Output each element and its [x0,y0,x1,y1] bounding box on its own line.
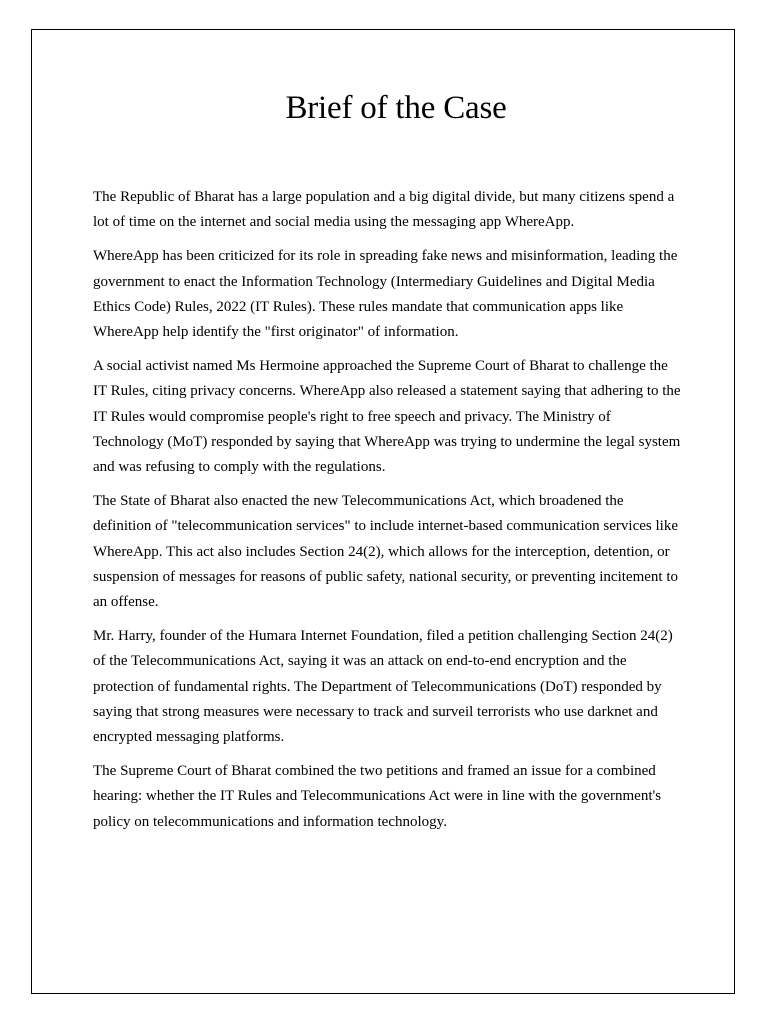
document-title: Brief of the Case [285,90,507,126]
paragraph-hermoine-petition: A social activist named Ms Hermoine approached the Supreme Court of Bharat to challenge the IT Rules, citing privacy concerns. WhereApp also released a statement saying that adhering to the IT Rules would compromise people's right to free speech and privacy. The Ministry of Technology (MoT) responded by saying that WhereApp was trying to undermine the legal system and was refusing to comply with the regulations. [93,358,681,476]
paragraph-telecom-act: The State of Bharat also enacted the new Telecommunications Act, which broadened the definition of "telecommunication services" to include internet-based communication services like WhereApp. This act also includes Section 24(2), which allows for the interception, detention, or suspension of messages for reasons of public safety, national security, or preventing incitement to an offense. [93,493,678,611]
paragraph-it-rules: WhereApp has been criticized for its role in spreading fake news and misinformation, leading the government to enact the Information Technology (Intermediary Guidelines and Digital Media Ethics Code) Rules, 2022 (IT Rules). These rules mandate that communication apps like WhereApp help identify the "first originator" of information. [93,248,678,341]
paragraph-harry-petition: Mr. Harry, founder of the Humara Internet Foundation, filed a petition challenging Section 24(2) of the Telecommunications Act, saying it was an attack on end-to-end encryption and the protection of fundamental rights. The Department of Telecommunications (DoT) responded by saying that strong measures were necessary to track and surveil terrorists who use darknet and encrypted messaging platforms. [93,628,673,746]
paragraph-background: The Republic of Bharat has a large population and a big digital divide, but many citizens spend a lot of time on the internet and social media using the messaging app WhereApp. [93,189,675,231]
paragraph-combined-hearing: The Supreme Court of Bharat combined the two petitions and framed an issue for a combined hearing: whether the IT Rules and Telecommunications Act were in line with the government's policy on telecommunications and information technology. [93,763,662,830]
document-body [93,185,681,844]
